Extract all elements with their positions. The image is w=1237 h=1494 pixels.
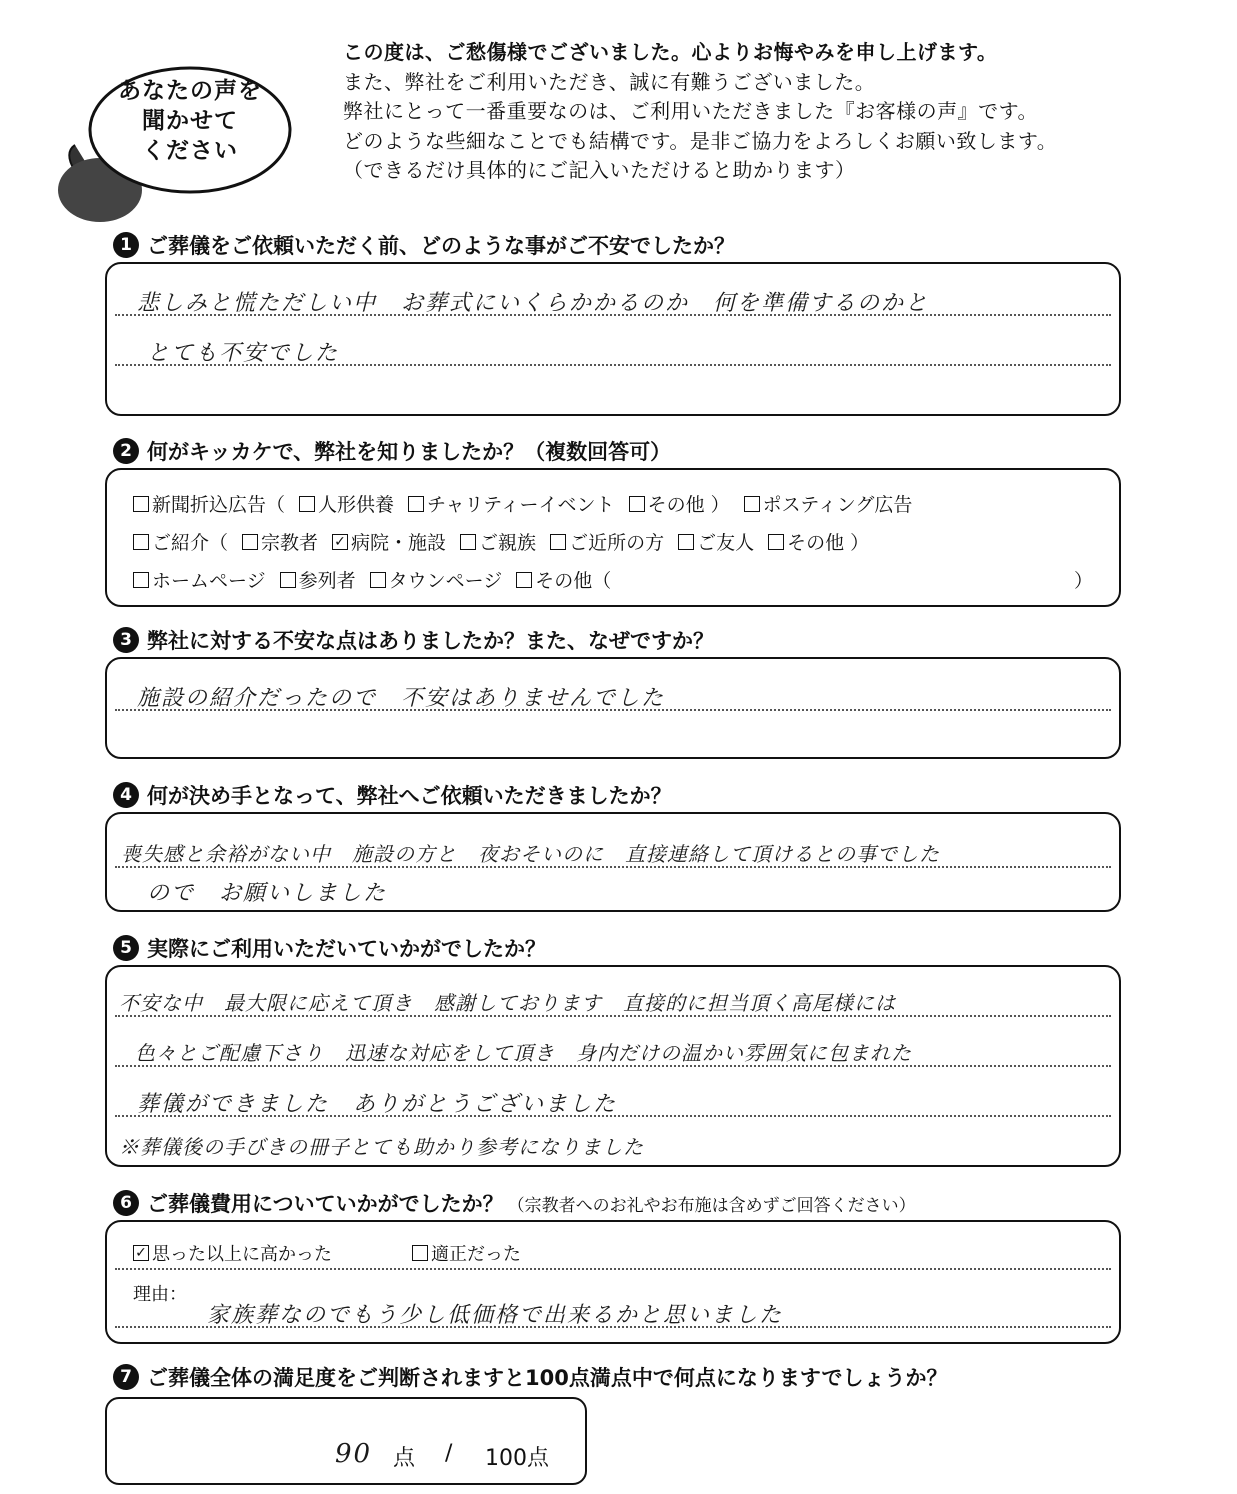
score-box — [105, 1397, 587, 1485]
checkbox-icon[interactable] — [412, 1245, 428, 1261]
question-number: 2 — [113, 438, 139, 464]
question-text: 実際にご利用いただいていかがでしたか？ — [147, 937, 546, 961]
option-townpage[interactable]: タウンページ — [370, 566, 503, 593]
checkbox-icon[interactable] — [133, 534, 149, 550]
question-number: 1 — [113, 232, 139, 258]
answer-box-3 — [105, 657, 1121, 759]
handwritten-answer: 葬儀ができました ありがとうございました — [137, 1092, 618, 1117]
checkbox-icon[interactable] — [242, 534, 258, 550]
option-relatives[interactable]: ご親族 — [460, 528, 536, 555]
question-2-title — [113, 436, 671, 466]
answer-box-1 — [105, 262, 1121, 416]
checkbox-icon[interactable] — [550, 534, 566, 550]
option-hospital[interactable]: ✓ 病院・施設 — [332, 528, 446, 555]
question-text: 何が決め手となって、弊社へご依頼いただきましたか？ — [147, 784, 672, 808]
handwritten-answer: ので お願いしました — [147, 881, 388, 906]
option-more-expensive[interactable]: ✓ 思った以上に高かった — [133, 1240, 332, 1266]
checkbox-icon[interactable] — [299, 496, 315, 512]
options-box-2 — [105, 468, 1121, 607]
option-newspaper[interactable]: 新聞折込広告（ — [133, 490, 285, 517]
option-appropriate[interactable]: 適正だった — [412, 1240, 521, 1266]
option-neighbors[interactable]: ご近所の方 — [550, 528, 664, 555]
bubble-text: あなたの声を 聞かせて ください — [118, 78, 262, 164]
intro-line: この度は、ご愁傷様でございました。心よりお悔やみを申し上げます。 — [343, 40, 998, 64]
handwritten-answer: とても不安でした — [147, 341, 340, 366]
intro-line: 弊社にとって一番重要なのは、ご利用いただきました『お客様の声』です。 — [343, 99, 1038, 123]
question-text: 何がキッカケで、弊社を知りましたか？（複数回答可） — [147, 440, 672, 464]
handwritten-answer: 色々とご配慮下さり 迅速な対応をして頂き 身内だけの温かい雰囲気に包まれた — [135, 1041, 912, 1065]
answer-box-5 — [105, 965, 1121, 1167]
option-charity-event[interactable]: チャリティーイベント — [408, 490, 615, 517]
question-4-title — [113, 780, 672, 810]
option-homepage[interactable]: ホームページ — [133, 566, 266, 593]
question-7-title — [113, 1362, 947, 1392]
question-5-title — [113, 933, 546, 963]
option-row — [133, 1240, 535, 1266]
intro-text — [343, 38, 1223, 186]
handwritten-answer: 不安な中 最大限に応えて頂き 感謝しております 直接的に担当頂く高尾様には — [119, 991, 896, 1015]
checkbox-icon[interactable] — [678, 534, 694, 550]
question-text: ご葬儀費用についていかがでしたか？ — [147, 1192, 504, 1216]
checkbox-icon[interactable] — [370, 572, 386, 588]
intro-line: どのような些細なことでも結構です。是非ご協力をよろしくお願い致します。 — [343, 128, 1058, 153]
handwritten-answer: ※葬儀後の手びきの冊子とても助かり参考になりました — [119, 1135, 644, 1159]
option-row — [133, 566, 1093, 593]
option-posting-ad[interactable]: ポスティング広告 — [744, 490, 913, 517]
option-row — [133, 490, 926, 517]
intro-line: また、弊社をご利用いただき、誠に有難うございました。 — [343, 69, 876, 94]
question-number: 3 — [113, 627, 139, 653]
option-friends[interactable]: ご友人 — [678, 528, 754, 555]
intro-line: （できるだけ具体的にご記入いただけると助かります） — [343, 158, 856, 182]
score-separator: / — [445, 1441, 453, 1466]
checkbox-icon[interactable] — [629, 496, 645, 512]
handwritten-answer: 施設の紹介だったので 不安はありませんでした — [137, 686, 666, 711]
handwritten-score: 90 — [335, 1439, 373, 1469]
speech-bubble — [55, 60, 295, 230]
answer-box-6 — [105, 1220, 1121, 1344]
score-unit: 点 — [393, 1446, 416, 1471]
question-number: 5 — [113, 935, 139, 961]
option-referral[interactable]: ご紹介（ — [133, 528, 228, 555]
option-doll-memorial[interactable]: 人形供養 — [299, 490, 394, 517]
checkbox-icon[interactable] — [516, 572, 532, 588]
question-text: ご葬儀をご依頼いただく前、どのような事がご不安でしたか？ — [147, 234, 735, 258]
handwritten-answer: 悲しみと慌ただしい中 お葬式にいくらかかるのか 何を準備するのかと — [137, 291, 930, 316]
checkbox-icon[interactable] — [744, 496, 760, 512]
checkbox-icon[interactable] — [460, 534, 476, 550]
close-paren: ） — [1073, 570, 1093, 592]
question-6-title — [113, 1188, 916, 1218]
question-3-title — [113, 625, 714, 655]
question-number: 6 — [113, 1190, 139, 1216]
question-note: （宗教者へのお礼やお布施は含めずご回答ください） — [507, 1195, 916, 1216]
answer-box-4 — [105, 812, 1121, 912]
question-text: ご葬儀全体の満足度をご判断されますと100点満点中で何点になりますでしょうか？ — [147, 1366, 948, 1390]
checkbox-checked-icon[interactable]: ✓ — [332, 534, 348, 550]
checkbox-icon[interactable] — [280, 572, 296, 588]
checkbox-icon[interactable] — [768, 534, 784, 550]
reason-label: 理由： — [133, 1284, 187, 1305]
option-attendee[interactable]: 参列者 — [280, 566, 356, 593]
option-other-3[interactable]: その他（ — [516, 566, 611, 593]
writing-line — [115, 1268, 1111, 1270]
score-max: 100点 — [485, 1446, 549, 1471]
checkbox-icon[interactable] — [408, 496, 424, 512]
checkbox-icon[interactable] — [133, 572, 149, 588]
option-religious[interactable]: 宗教者 — [242, 528, 318, 555]
handwritten-reason: 家族葬なのでもう少し低価格で出来るかと思いました — [207, 1303, 784, 1328]
question-text: 弊社に対する不安な点はありましたか？また、なぜですか？ — [147, 629, 714, 653]
question-1-title — [113, 230, 735, 260]
handwritten-answer: 喪失感と余裕がない中 施設の方と 夜おそいのに 直接連絡して頂けるとの事でした — [121, 842, 940, 866]
checkbox-icon[interactable] — [133, 496, 149, 512]
question-number: 4 — [113, 782, 139, 808]
checkbox-checked-icon[interactable]: ✓ — [133, 1245, 149, 1261]
option-other-2[interactable]: その他 ） — [768, 528, 869, 555]
option-row — [133, 528, 883, 555]
option-other-1[interactable]: その他 ） — [629, 490, 730, 517]
question-number: 7 — [113, 1364, 139, 1390]
